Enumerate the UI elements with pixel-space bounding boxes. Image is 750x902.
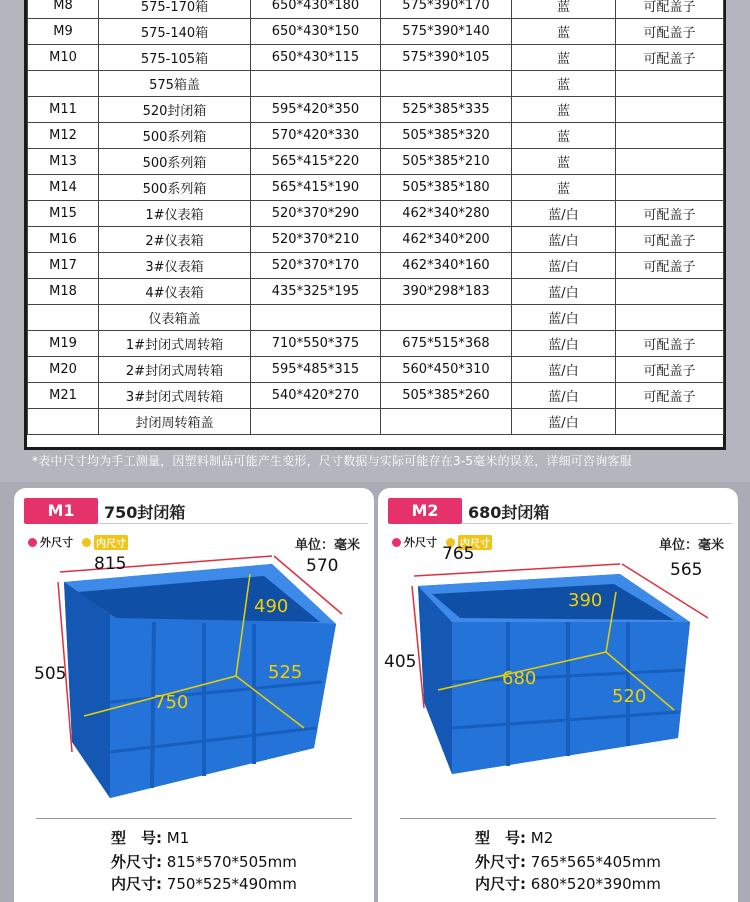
outer-size-cell: 540*420*270: [251, 383, 381, 409]
inner-size-cell: 462*340*200: [381, 227, 512, 253]
lid-cell: [616, 149, 724, 175]
dimension-legend: [28, 534, 128, 550]
dim-inner-height: 390: [568, 590, 603, 611]
spec-table: [27, 0, 724, 435]
inner-size-cell: 575*390*105: [381, 45, 512, 71]
inner-dot-icon: [82, 538, 91, 547]
lid-cell: 可配盖子: [616, 0, 724, 19]
spec-table-card: [24, 0, 726, 450]
dim-inner-length: 750: [154, 692, 189, 713]
lid-cell: [616, 409, 724, 435]
table-row: [28, 123, 724, 149]
dim-inner-height: 490: [254, 596, 289, 617]
legend-outer: 外尺寸: [404, 536, 437, 549]
model-cell: M19: [28, 331, 99, 357]
outer-size-cell: 520*370*210: [251, 227, 381, 253]
name-cell: 500系列箱: [99, 175, 251, 201]
inner-size-cell: 505*385*180: [381, 175, 512, 201]
name-cell: 3#封闭式周转箱: [99, 383, 251, 409]
outer-size-label: 外尺寸:: [475, 853, 526, 871]
color-cell: 蓝: [512, 0, 616, 19]
lid-cell: [616, 71, 724, 97]
dim-inner-width: 520: [612, 686, 647, 707]
lid-cell: 可配盖子: [616, 357, 724, 383]
model-cell: M9: [28, 19, 99, 45]
model-label: 型 号:: [475, 829, 526, 847]
color-cell: 蓝: [512, 123, 616, 149]
inner-size-row: [111, 873, 297, 894]
color-cell: 蓝/白: [512, 409, 616, 435]
outer-size-cell: 570*420*330: [251, 123, 381, 149]
inner-size-value: 750*525*490mm: [166, 875, 297, 893]
product-card-m1: [14, 488, 374, 902]
model-cell: M13: [28, 149, 99, 175]
model-cell: M12: [28, 123, 99, 149]
color-cell: 蓝/白: [512, 279, 616, 305]
inner-size-cell: [381, 409, 512, 435]
model-cell: M18: [28, 279, 99, 305]
model-cell: M21: [28, 383, 99, 409]
outer-size-label: 外尺寸:: [111, 853, 162, 871]
table-row: [28, 175, 724, 201]
lid-cell: 可配盖子: [616, 19, 724, 45]
lid-cell: [616, 305, 724, 331]
name-cell: 1#封闭式周转箱: [99, 331, 251, 357]
inner-size-cell: [381, 305, 512, 331]
outer-size-cell: 595*485*315: [251, 357, 381, 383]
name-cell: 575-105箱: [99, 45, 251, 71]
inner-size-cell: 675*515*368: [381, 331, 512, 357]
lid-cell: 可配盖子: [616, 227, 724, 253]
color-cell: 蓝/白: [512, 383, 616, 409]
color-cell: 蓝/白: [512, 227, 616, 253]
inner-size-cell: 505*385*210: [381, 149, 512, 175]
legend-outer: 外尺寸: [40, 536, 73, 549]
inner-size-cell: 575*390*140: [381, 19, 512, 45]
model-row: [111, 827, 189, 848]
outer-size-cell: 565*415*220: [251, 149, 381, 175]
table-row: [28, 149, 724, 175]
lid-cell: 可配盖子: [616, 45, 724, 71]
name-cell: 1#仪表箱: [99, 201, 251, 227]
color-cell: 蓝/白: [512, 331, 616, 357]
inner-size-label: 内尺寸:: [111, 875, 162, 893]
outer-size-value: 765*565*405mm: [530, 853, 661, 871]
outer-size-row: [475, 851, 661, 872]
outer-size-cell: 435*325*195: [251, 279, 381, 305]
outer-dot-icon: [28, 538, 37, 547]
model-name: 680封闭箱: [468, 503, 550, 522]
outer-size-cell: 520*370*290: [251, 201, 381, 227]
name-cell: 575箱盖: [99, 71, 251, 97]
header-divider: [98, 523, 368, 524]
model-cell: M17: [28, 253, 99, 279]
model-cell: M11: [28, 97, 99, 123]
lid-cell: [616, 175, 724, 201]
color-cell: 蓝/白: [512, 305, 616, 331]
lid-cell: 可配盖子: [616, 201, 724, 227]
lid-cell: [616, 123, 724, 149]
model-cell: [28, 409, 99, 435]
dim-outer-width: 570: [306, 556, 339, 576]
inner-size-cell: 462*340*280: [381, 201, 512, 227]
outer-size-cell: 595*420*350: [251, 97, 381, 123]
table-row: [28, 383, 724, 409]
dim-outer-width: 565: [670, 560, 703, 580]
model-badge: M2: [388, 498, 462, 524]
table-row: [28, 409, 724, 435]
table-row: [28, 19, 724, 45]
header-divider: [462, 523, 732, 524]
inner-size-value: 680*520*390mm: [530, 875, 661, 893]
name-cell: 4#仪表箱: [99, 279, 251, 305]
model-cell: M20: [28, 357, 99, 383]
crate-illustration: [14, 552, 374, 814]
outer-size-cell: [251, 305, 381, 331]
product-card-m2: [378, 488, 738, 902]
card-header: [378, 488, 738, 532]
inner-size-cell: 505*385*260: [381, 383, 512, 409]
lid-cell: [616, 97, 724, 123]
model-badge: M1: [24, 498, 98, 524]
inner-size-cell: 390*298*183: [381, 279, 512, 305]
table-row: [28, 45, 724, 71]
name-cell: 2#仪表箱: [99, 227, 251, 253]
outer-size-cell: [251, 409, 381, 435]
model-cell: M8: [28, 0, 99, 19]
inner-size-cell: 505*385*320: [381, 123, 512, 149]
color-cell: 蓝/白: [512, 253, 616, 279]
color-cell: 蓝: [512, 175, 616, 201]
dim-inner-width: 525: [268, 662, 303, 683]
name-cell: 3#仪表箱: [99, 253, 251, 279]
crate-illustration: [378, 552, 738, 814]
dim-outer-height: 405: [384, 652, 417, 672]
lid-cell: 可配盖子: [616, 331, 724, 357]
lid-cell: [616, 279, 724, 305]
color-cell: 蓝: [512, 97, 616, 123]
table-row: [28, 279, 724, 305]
color-cell: 蓝: [512, 45, 616, 71]
legend-inner: 内尺寸: [94, 535, 128, 550]
name-cell: 2#封闭式周转箱: [99, 357, 251, 383]
name-cell: 520封闭箱: [99, 97, 251, 123]
inner-size-cell: 525*385*335: [381, 97, 512, 123]
dim-outer-length: 765: [442, 544, 475, 564]
spec-info-box: [400, 818, 716, 898]
model-name: 750封闭箱: [104, 503, 186, 522]
legend-inner: 内尺寸: [458, 535, 492, 550]
outer-size-cell: 520*370*170: [251, 253, 381, 279]
inner-size-label: 内尺寸:: [475, 875, 526, 893]
model-cell: M14: [28, 175, 99, 201]
name-cell: 仪表箱盖: [99, 305, 251, 331]
dim-inner-length: 680: [502, 668, 537, 689]
table-row: [28, 97, 724, 123]
color-cell: 蓝: [512, 19, 616, 45]
outer-size-cell: [251, 71, 381, 97]
name-cell: 500系列箱: [99, 149, 251, 175]
table-row: [28, 331, 724, 357]
table-row: [28, 0, 724, 19]
model-cell: [28, 305, 99, 331]
inner-size-cell: 575*390*170: [381, 0, 512, 19]
spec-info-box: [36, 818, 352, 898]
lid-cell: 可配盖子: [616, 253, 724, 279]
table-row: [28, 201, 724, 227]
outer-size-cell: 710*550*375: [251, 331, 381, 357]
inner-size-cell: 462*340*160: [381, 253, 512, 279]
product-photo: [14, 552, 374, 814]
model-cell: M10: [28, 45, 99, 71]
table-footnote: *表中尺寸均为手工测量，因塑料制品可能产生变形，尺寸数据与实际可能存在3-5毫米的误差，详细可咨询客服: [32, 454, 632, 468]
outer-size-cell: 650*430*115: [251, 45, 381, 71]
unit-label: 单位：毫米: [658, 538, 724, 553]
table-row: [28, 305, 724, 331]
dim-outer-length: 815: [94, 554, 127, 574]
name-cell: 500系列箱: [99, 123, 251, 149]
table-row: [28, 227, 724, 253]
model-cell: M16: [28, 227, 99, 253]
name-cell: 575-140箱: [99, 19, 251, 45]
outer-size-cell: 565*415*190: [251, 175, 381, 201]
outer-dot-icon: [392, 538, 401, 547]
color-cell: 蓝/白: [512, 201, 616, 227]
inner-size-cell: [381, 71, 512, 97]
card-header: [14, 488, 374, 532]
model-row: [475, 827, 553, 848]
inner-size-row: [475, 873, 661, 894]
outer-size-cell: 650*430*150: [251, 19, 381, 45]
unit-label: 单位：毫米: [294, 538, 360, 553]
model-value: M1: [166, 829, 190, 847]
color-cell: 蓝: [512, 71, 616, 97]
color-cell: 蓝/白: [512, 357, 616, 383]
color-cell: 蓝: [512, 149, 616, 175]
dim-outer-height: 505: [34, 664, 67, 684]
table-row: [28, 71, 724, 97]
outer-size-value: 815*570*505mm: [166, 853, 297, 871]
name-cell: 575-170箱: [99, 0, 251, 19]
model-cell: [28, 71, 99, 97]
model-label: 型 号:: [111, 829, 162, 847]
table-row: [28, 357, 724, 383]
outer-size-row: [111, 851, 297, 872]
inner-size-cell: 560*450*310: [381, 357, 512, 383]
name-cell: 封闭周转箱盖: [99, 409, 251, 435]
lid-cell: 可配盖子: [616, 383, 724, 409]
model-cell: M15: [28, 201, 99, 227]
outer-size-cell: 650*430*180: [251, 0, 381, 19]
model-value: M2: [530, 829, 554, 847]
table-row: [28, 253, 724, 279]
